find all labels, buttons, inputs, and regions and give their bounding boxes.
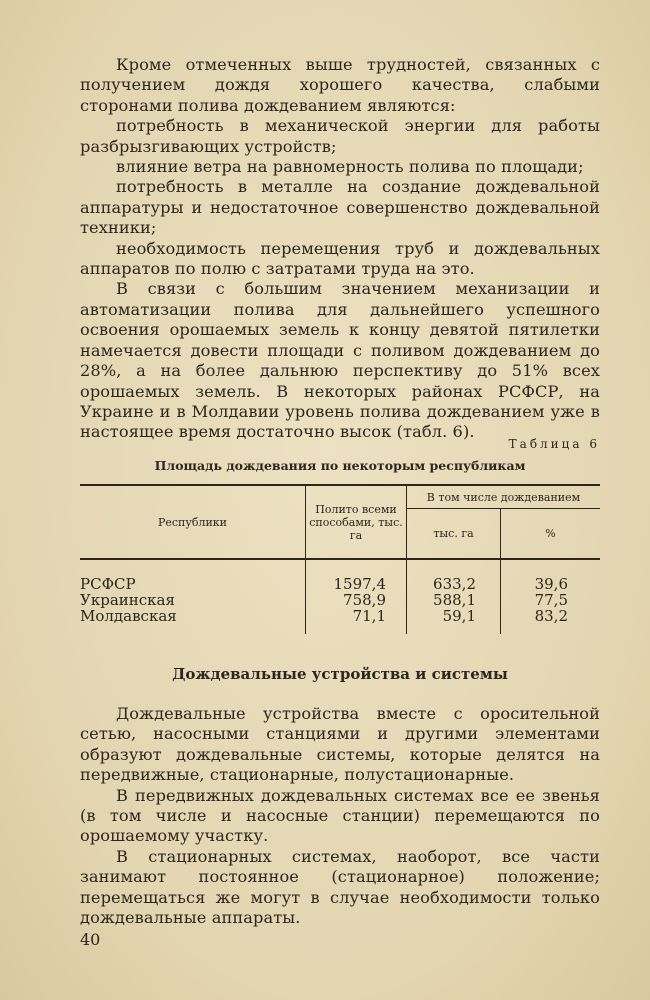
cell-republic: Молдавская	[80, 607, 177, 625]
cell-republic: Украинская	[80, 591, 175, 609]
paragraph: В передвижных дождевальных системах все ее звенья (в том числе и насосные станции) перемещаются по орошаемому участку.	[80, 785, 600, 846]
cell-total: 758,9	[306, 592, 407, 608]
col-header-thousand-ha: тыс. га	[407, 509, 501, 559]
section-heading: Дождевальные устройства и системы	[172, 665, 508, 683]
cell-sprinkled: 588,1	[407, 592, 501, 608]
cell-sprinkled: 633,2	[407, 559, 501, 592]
data-table	[80, 484, 600, 634]
cell-sprinkled: 59,1	[407, 608, 501, 634]
page-number: 40	[80, 930, 101, 949]
paragraph: Дождевальные устройства вместе с оросительной сетью, насосными станциями и другими элементами образуют дождевальные системы, которые делятся на передвижные, стационарные, полустационарные.	[80, 704, 600, 785]
table-number: Таблица 6	[508, 437, 600, 451]
cell-percent: 39,6	[501, 559, 601, 592]
table-row	[80, 592, 600, 608]
col-header-group: В том числе дождеванием	[407, 485, 601, 509]
col-header-total: Полито всеми способами, тыс. га	[306, 485, 407, 559]
section-text	[80, 704, 600, 928]
cell-total: 71,1	[306, 608, 407, 634]
list-item: потребность в механической энергии для работы разбрызгивающих устройств;	[80, 116, 600, 156]
table-title: Площадь дождевания по некоторым республикам	[154, 458, 526, 473]
cell-percent: 83,2	[501, 608, 601, 634]
col-header-percent: %	[501, 509, 601, 559]
cell-republic: РСФСР	[80, 575, 136, 593]
col-header-republic: Республики	[80, 485, 306, 559]
cell-total: 1597,4	[306, 559, 407, 592]
intro-text	[80, 55, 600, 443]
list-item: потребность в металле на создание дождевальной аппаратуры и недостаточное совершенство дождевальной техники;	[80, 177, 600, 238]
paragraph: В связи с большим значением механизации и автоматизации полива для дальнейшего успешного освоения орошаемых земель к концу девятой пятилетки намечается довести площади с поливом дождеванием до 28%, а на более дальнюю перспективу до 51% всех орошаемых земель. В некоторых районах РСФСР, на Украине и в Молдавии уровень полива дождеванием уже в настоящее время достаточно высок (табл. 6).	[80, 279, 600, 442]
cell-percent: 77,5	[501, 592, 601, 608]
list-item: необходимость перемещения труб и дождевальных аппаратов по полю с затратами труда на это.	[80, 238, 600, 279]
paragraph: В стационарных системах, наоборот, все части занимают постоянное (стационарное) положение; перемещаться же могут в случае необходимости только дождевальные аппараты.	[80, 846, 600, 928]
table-row	[80, 608, 600, 634]
paragraph: Кроме отмеченных выше трудностей, связанных с получением дождя хорошего качества, слабыми сторонами полива дождеванием являются:	[80, 55, 600, 115]
table-row	[80, 559, 600, 592]
list-item: влияние ветра на равномерность полива по площади;	[116, 157, 584, 177]
